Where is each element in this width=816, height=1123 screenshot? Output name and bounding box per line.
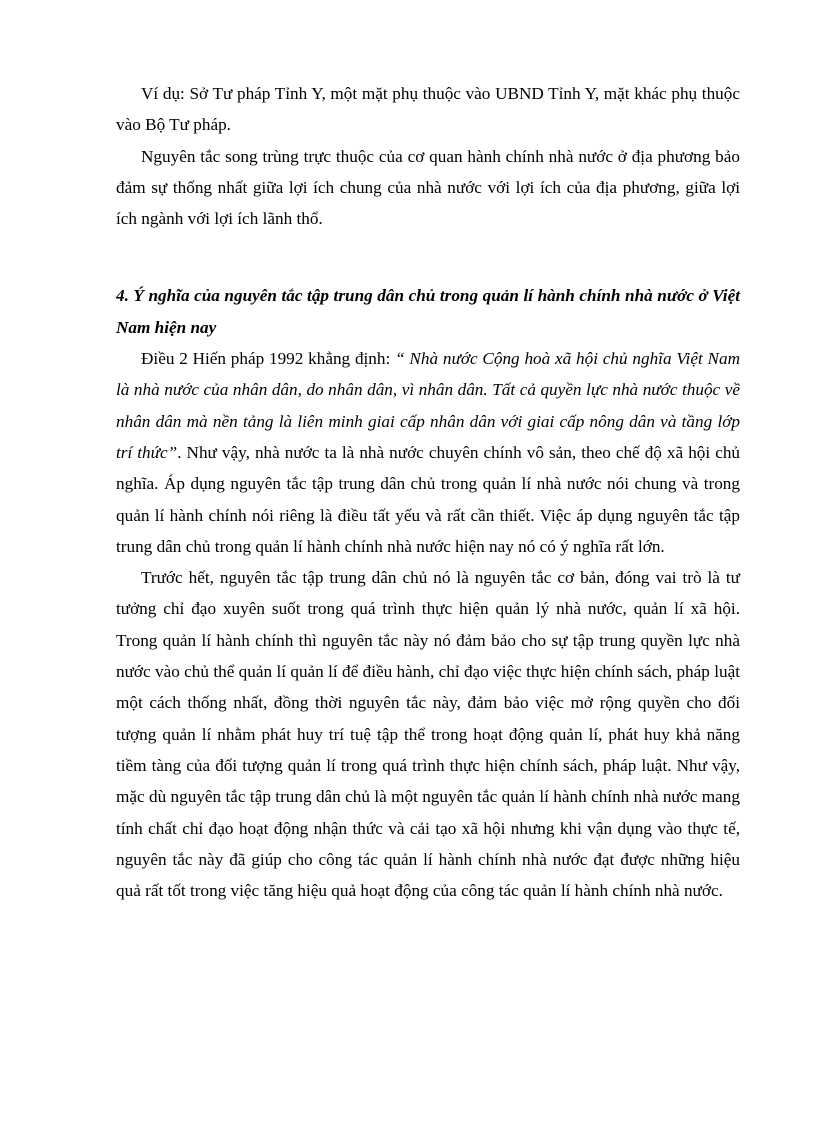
- constitution-rest: . Như vậy, nhà nước ta là nhà nước chuyên chính vô sản, theo chế độ xã hội chủ nghĩa. Áp dụng nguyên tắc tập trung dân chủ trong quản lí nhà nước nói chung và trong quản lí hành chính nói riêng là điều tất yếu và rất cần thiết. Việc áp dụng nguyên tắc tập trung dân chủ trong quản lí hành chính nhà nước hiện nay nó có ý nghĩa rất lớn.: [116, 442, 741, 556]
- constitution-quote: “ Nhà nước Cộng hoà xã hội chủ nghĩa Việt Nam là nhà nước của nhân dân, do nhân dân, vì nhân dân. Tất cả quyền lực nhà nước thuộc về nhân dân mà nền tảng là liên minh giai cấp nhân dân với giai cấp nông dân và tầng lớp trí thức”: [116, 349, 740, 462]
- paragraph-example: Ví dụ: Sở Tư pháp Tỉnh Y, một mặt phụ thuộc vào UBND Tỉnh Y, mặt khác phụ thuộc vào Bộ Tư pháp.: [116, 84, 740, 135]
- paragraph-first-of-all: Trước hết, nguyên tắc tập trung dân chủ nó là nguyên tắc cơ bản, đóng vai trò là tư tưởng chỉ đạo xuyên suốt trong quá trình thực hiện quản lý nhà nước, quản lí xã hội. Trong quản lí hành chính thì nguyên tắc này nó đảm bảo cho sự tập trung quyền lực nhà nước vào chủ thể quản lí quản lí để điều hành, chỉ đạo việc thực hiện chính sách, pháp luật một cách thống nhất, đồng thời nguyên tắc này, đảm bảo việc mở rộng quyền cho đối tượng quản lí nhằm phát huy trí tuệ tập thể trong hoạt động quản lí, phát huy khả năng tiềm tàng của đối tượng quản lí trong quá trình thực hiện chính sách, pháp luật. Như vậy, mặc dù nguyên tắc tập trung dân chủ là một nguyên tắc quản lí hành chính nhà nước mang tính chất chỉ đạo hoạt động nhận thức và cải tạo xã hội nhưng khi vận dụng vào thực tế, nguyên tắc này đã giúp cho công tác quản lí hành chính nhà nước đạt được những hiệu quả rất tốt trong việc tăng hiệu quả hoạt động của công tác quản lí hành chính nhà nước.: [116, 568, 740, 901]
- paragraph-constitution: [116, 343, 740, 562]
- constitution-intro: Điều 2 Hiến pháp 1992 khẳng định:: [141, 349, 396, 369]
- paragraph-dual-subordination: Nguyên tắc song trùng trực thuộc của cơ quan hành chính nhà nước ở địa phương bảo đảm sự thống nhất giữa lợi ích chung của nhà nước với lợi ích của địa phương, giữa lợi ích ngành với lợi ích lãnh thổ.: [116, 146, 740, 229]
- section-heading: 4. Ý nghĩa của nguyên tắc tập trung dân chủ trong quản lí hành chính nhà nước ở Việt Nam hiện nay: [116, 286, 740, 337]
